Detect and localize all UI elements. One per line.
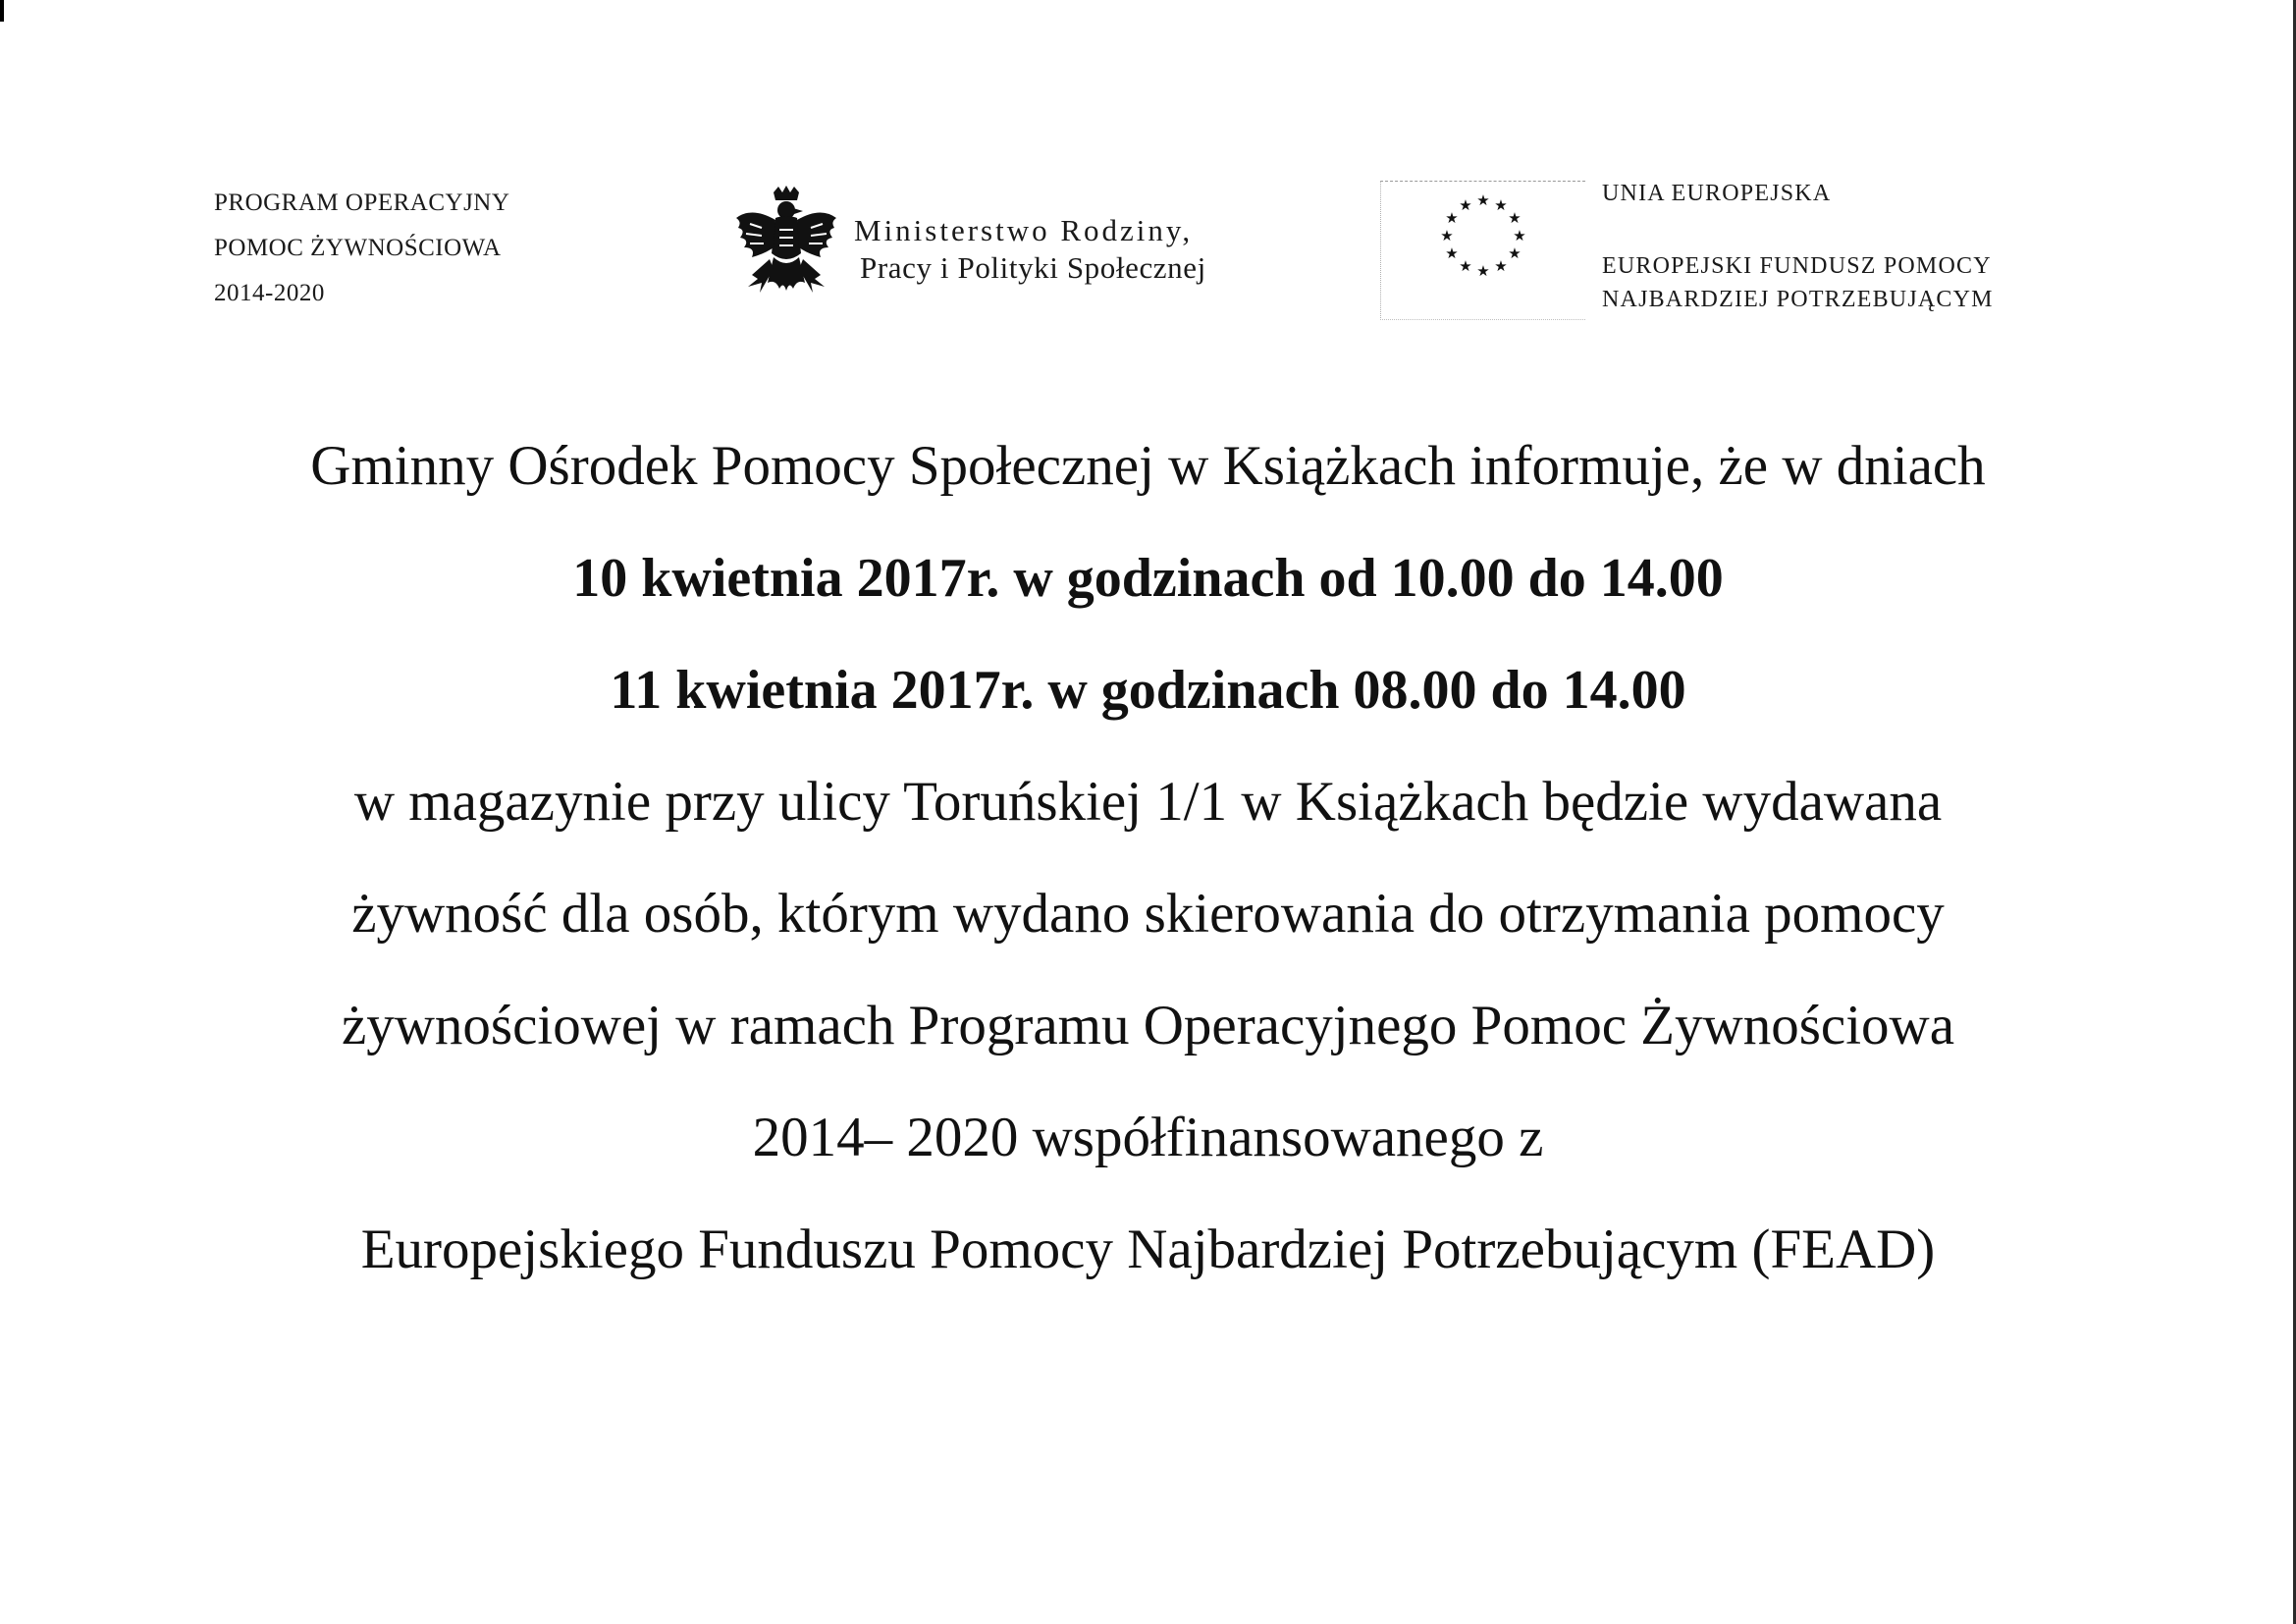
announcement-intro: Gminny Ośrodek Pomocy Społecznej w Książkach informuje, że w dniach: [310, 435, 1986, 497]
distribution-date-1: 10 kwietnia 2017r. w godzinach od 10.00 do 14.00: [572, 548, 1724, 609]
svg-text:★: ★: [1513, 227, 1526, 244]
svg-text:★: ★: [1476, 191, 1490, 209]
program-logo-line3: 2014-2020: [214, 280, 325, 306]
announcement-fund: Europejskiego Funduszu Pomocy Najbardziej Potrzebującym (FEAD): [360, 1218, 1936, 1280]
svg-text:★: ★: [1459, 196, 1472, 214]
svg-text:★: ★: [1445, 209, 1459, 227]
announcement-recipients: żywność dla osób, którym wydano skierowania do otrzymania pomocy: [351, 883, 1945, 945]
eu-fund-line1: EUROPEJSKI FUNDUSZ POMOCY: [1602, 253, 1992, 279]
svg-text:★: ★: [1440, 227, 1454, 244]
svg-text:★: ★: [1445, 244, 1459, 262]
svg-text:★: ★: [1508, 244, 1522, 262]
program-logo-line2: POMOC ŻYWNOŚCIOWA: [214, 235, 502, 261]
eu-stars-circle: [1381, 182, 1585, 319]
eu-flag-icon: [1380, 181, 1585, 320]
eu-fund-line2: NAJBARDZIEJ POTRZEBUJĄCYM: [1602, 287, 1994, 312]
svg-text:★: ★: [1459, 257, 1472, 275]
announcement-body: [0, 410, 2296, 1306]
svg-text:★: ★: [1494, 196, 1508, 214]
ministry-line2: Pracy i Polityki Społecznej: [860, 250, 1206, 285]
announcement-location: w magazynie przy ulicy Toruńskiej 1/1 w Książkach będzie wydawana: [353, 771, 1943, 833]
svg-text:★: ★: [1508, 209, 1522, 227]
announcement-program: żywnościowej w ramach Programu Operacyjnego Pomoc Żywnościowa: [341, 995, 1955, 1056]
program-logo-line1: PROGRAM OPERACYJNY: [214, 189, 510, 216]
ministry-line1: Ministerstwo Rodziny,: [854, 213, 1194, 247]
ministry-name: [854, 212, 1206, 287]
distribution-date-2: 11 kwietnia 2017r. w godzinach 08.00 do 14.00: [610, 660, 1686, 721]
polish-eagle-icon: [732, 185, 840, 312]
announcement-cofinancing: 2014– 2020 współfinansowanego z: [752, 1107, 1544, 1168]
ministry-logo: [732, 185, 1302, 312]
eu-title: UNIA EUROPEJSKA: [1602, 181, 1832, 206]
svg-text:★: ★: [1476, 262, 1490, 280]
header-logos: [0, 0, 2296, 353]
program-operacyjny-logo: [214, 181, 509, 316]
svg-text:★: ★: [1494, 257, 1508, 275]
